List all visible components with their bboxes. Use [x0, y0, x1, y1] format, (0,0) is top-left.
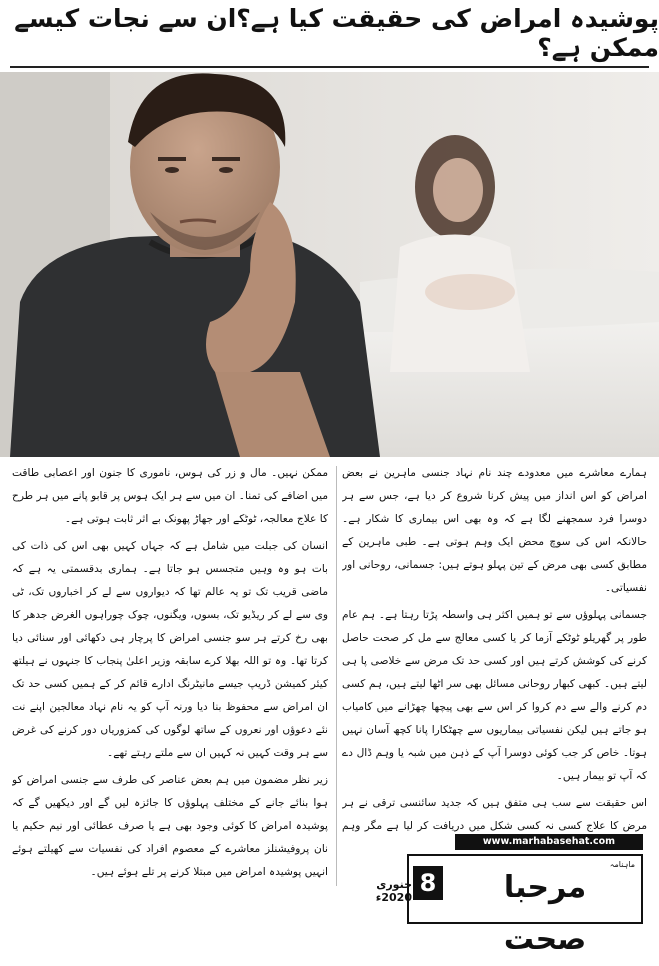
paragraph	[12, 888, 328, 892]
paragraph: زیر نظر مضمون میں ہم بعض عناصر کی طرف سے جنسی امراض کو ہوا بنائے جانے کے مختلف پہلوؤں کا جائزہ لیں گے اور دیکھیں گے کہ پوشیدہ امراض کا کوئی وجود بھی ہے یا صرف عطائی اور نیم حکیم یا نان پروفیشنلز معاشرے کے معصوم افراد کی نفسیات سے کھیلتے ہوئے انہیں پوشیدہ امراض میں مبتلا کرنے پر تلے ہوئے ہیں۔	[12, 774, 328, 878]
paragraph: اس حقیقت سے سب ہی متفق ہیں کہ جدید سائنسی ترقی نے ہر مرض کا علاج کسی نہ کسی شکل میں دریافت کر لیا ہے مگر وہم	[342, 797, 647, 832]
issue-date: جنوری 2020ء	[375, 878, 412, 904]
paragraph: ممکن نہیں۔ مال و زر کی ہوس، ناموری کا جنون اور اعصابی طاقت میں اضافے کی تمنا۔ ان میں سے ہر ایک ہوس پر قابو پانے میں ہر طرح کا علاج معالجہ، ٹوٹکے اور جھاڑ پھونک بے اثر ثابت ہوتی ہے۔	[12, 467, 328, 525]
magazine-tagline: ماہنامہ	[609, 860, 635, 869]
title-divider	[10, 66, 649, 68]
magazine-logo: مرحبا صحت	[503, 870, 587, 957]
paragraph: ہمارے معاشرے میں معدودے چند نام نہاد جنسی ماہرین نے بعض امراض کو اس انداز میں پیش کرنا شروع کر دیا ہے، جس سے ہر دوسرا فرد سمجھنے لگا ہے کہ وہ بھی اس بیماری کا شکار ہے۔ حالانکہ اس کی سوچ محض ایک وہم ہوتی ہے۔ طبی ماہرین کے مطابق کسی بھی مرض کے تین پہلو ہوتے ہیں: جسمانی، روحانی اور نفسیاتی۔	[342, 467, 647, 594]
website-url[interactable]: www.marhabasehat.com	[455, 834, 643, 850]
article-column-left	[12, 462, 328, 892]
paragraph: انسان کی جبلت میں شامل ہے کہ جہاں کہیں بھی اس کی ذات کی بات ہو وہ وہیں متجسس ہو جاتا ہے۔ ہماری بدقسمتی یہ ہے کہ ماضی قریب تک تو یہ عالم تھا کہ دیواروں سے لے کر اخباروں تک، ٹی وی سے لے کر ریڈیو تک، بسوں، ویگنوں، چوک چوراہوں الغرض جدھر کا بھی رخ کرتے ہر سو جنسی امراض کا پرچار ہی دکھائی اور سنائی دیا کرتا تھا۔ وہ تو اللہ بھلا کرے سابقہ وزیر اعلیٰ پنجاب کا جنہوں نے ہیلتھ کیئر کمیشن ڈریپ جیسے مانیٹرنگ ادارے قائم کر کے ہمیں کسی حد تک ان امراض سے محفوظ بنا دیا ورنہ آپ کو یہ نام نہاد معالجین اپنے نت نئے دعوؤں اور نعروں کے ساتھ لوگوں کی کمزوریاں دور کرنے کی غرض سے ہر وقت کہیں نہ کہیں ان سے ملتے رہتے تھے۔	[12, 540, 328, 759]
page-number: 8	[413, 866, 443, 900]
article-title: پوشیدہ امراض کی حقیقت کیا ہے؟ان سے نجات کیسے ممکن ہے؟	[14, 4, 659, 62]
paragraph: جسمانی پہلوؤں سے تو ہمیں اکثر ہی واسطہ پڑتا رہتا ہے۔ ہم عام طور پر گھریلو ٹوٹکے آزما کر یا کسی معالج سے مل کر صحت حاصل کرنے کی کوشش کرتے ہیں اور کسی حد تک مرض سے خلاصی پا ہی لیتے ہیں۔ کبھی کبھار روحانی مسائل بھی سر اٹھا لیتے ہیں، ہم کسی دم کرنے والے سے دم کروا کر اس سے بھی پیچھا چھڑانے میں کامیاب ہو جاتے ہیں لیکن نفسیاتی بیماریوں سے چھٹکارا پانا کچھ آسان نہیں ہوتا۔ خاص کر جب کوئی دوسرا آپ کے ذہن میں شبہ یا وہم ڈال دے کہ آپ تو بیمار ہیں۔	[342, 609, 647, 782]
logo-box	[407, 854, 643, 957]
article-photo	[0, 72, 659, 457]
article-column-right	[342, 462, 647, 834]
magazine-masthead	[342, 834, 647, 957]
column-divider	[336, 466, 337, 886]
